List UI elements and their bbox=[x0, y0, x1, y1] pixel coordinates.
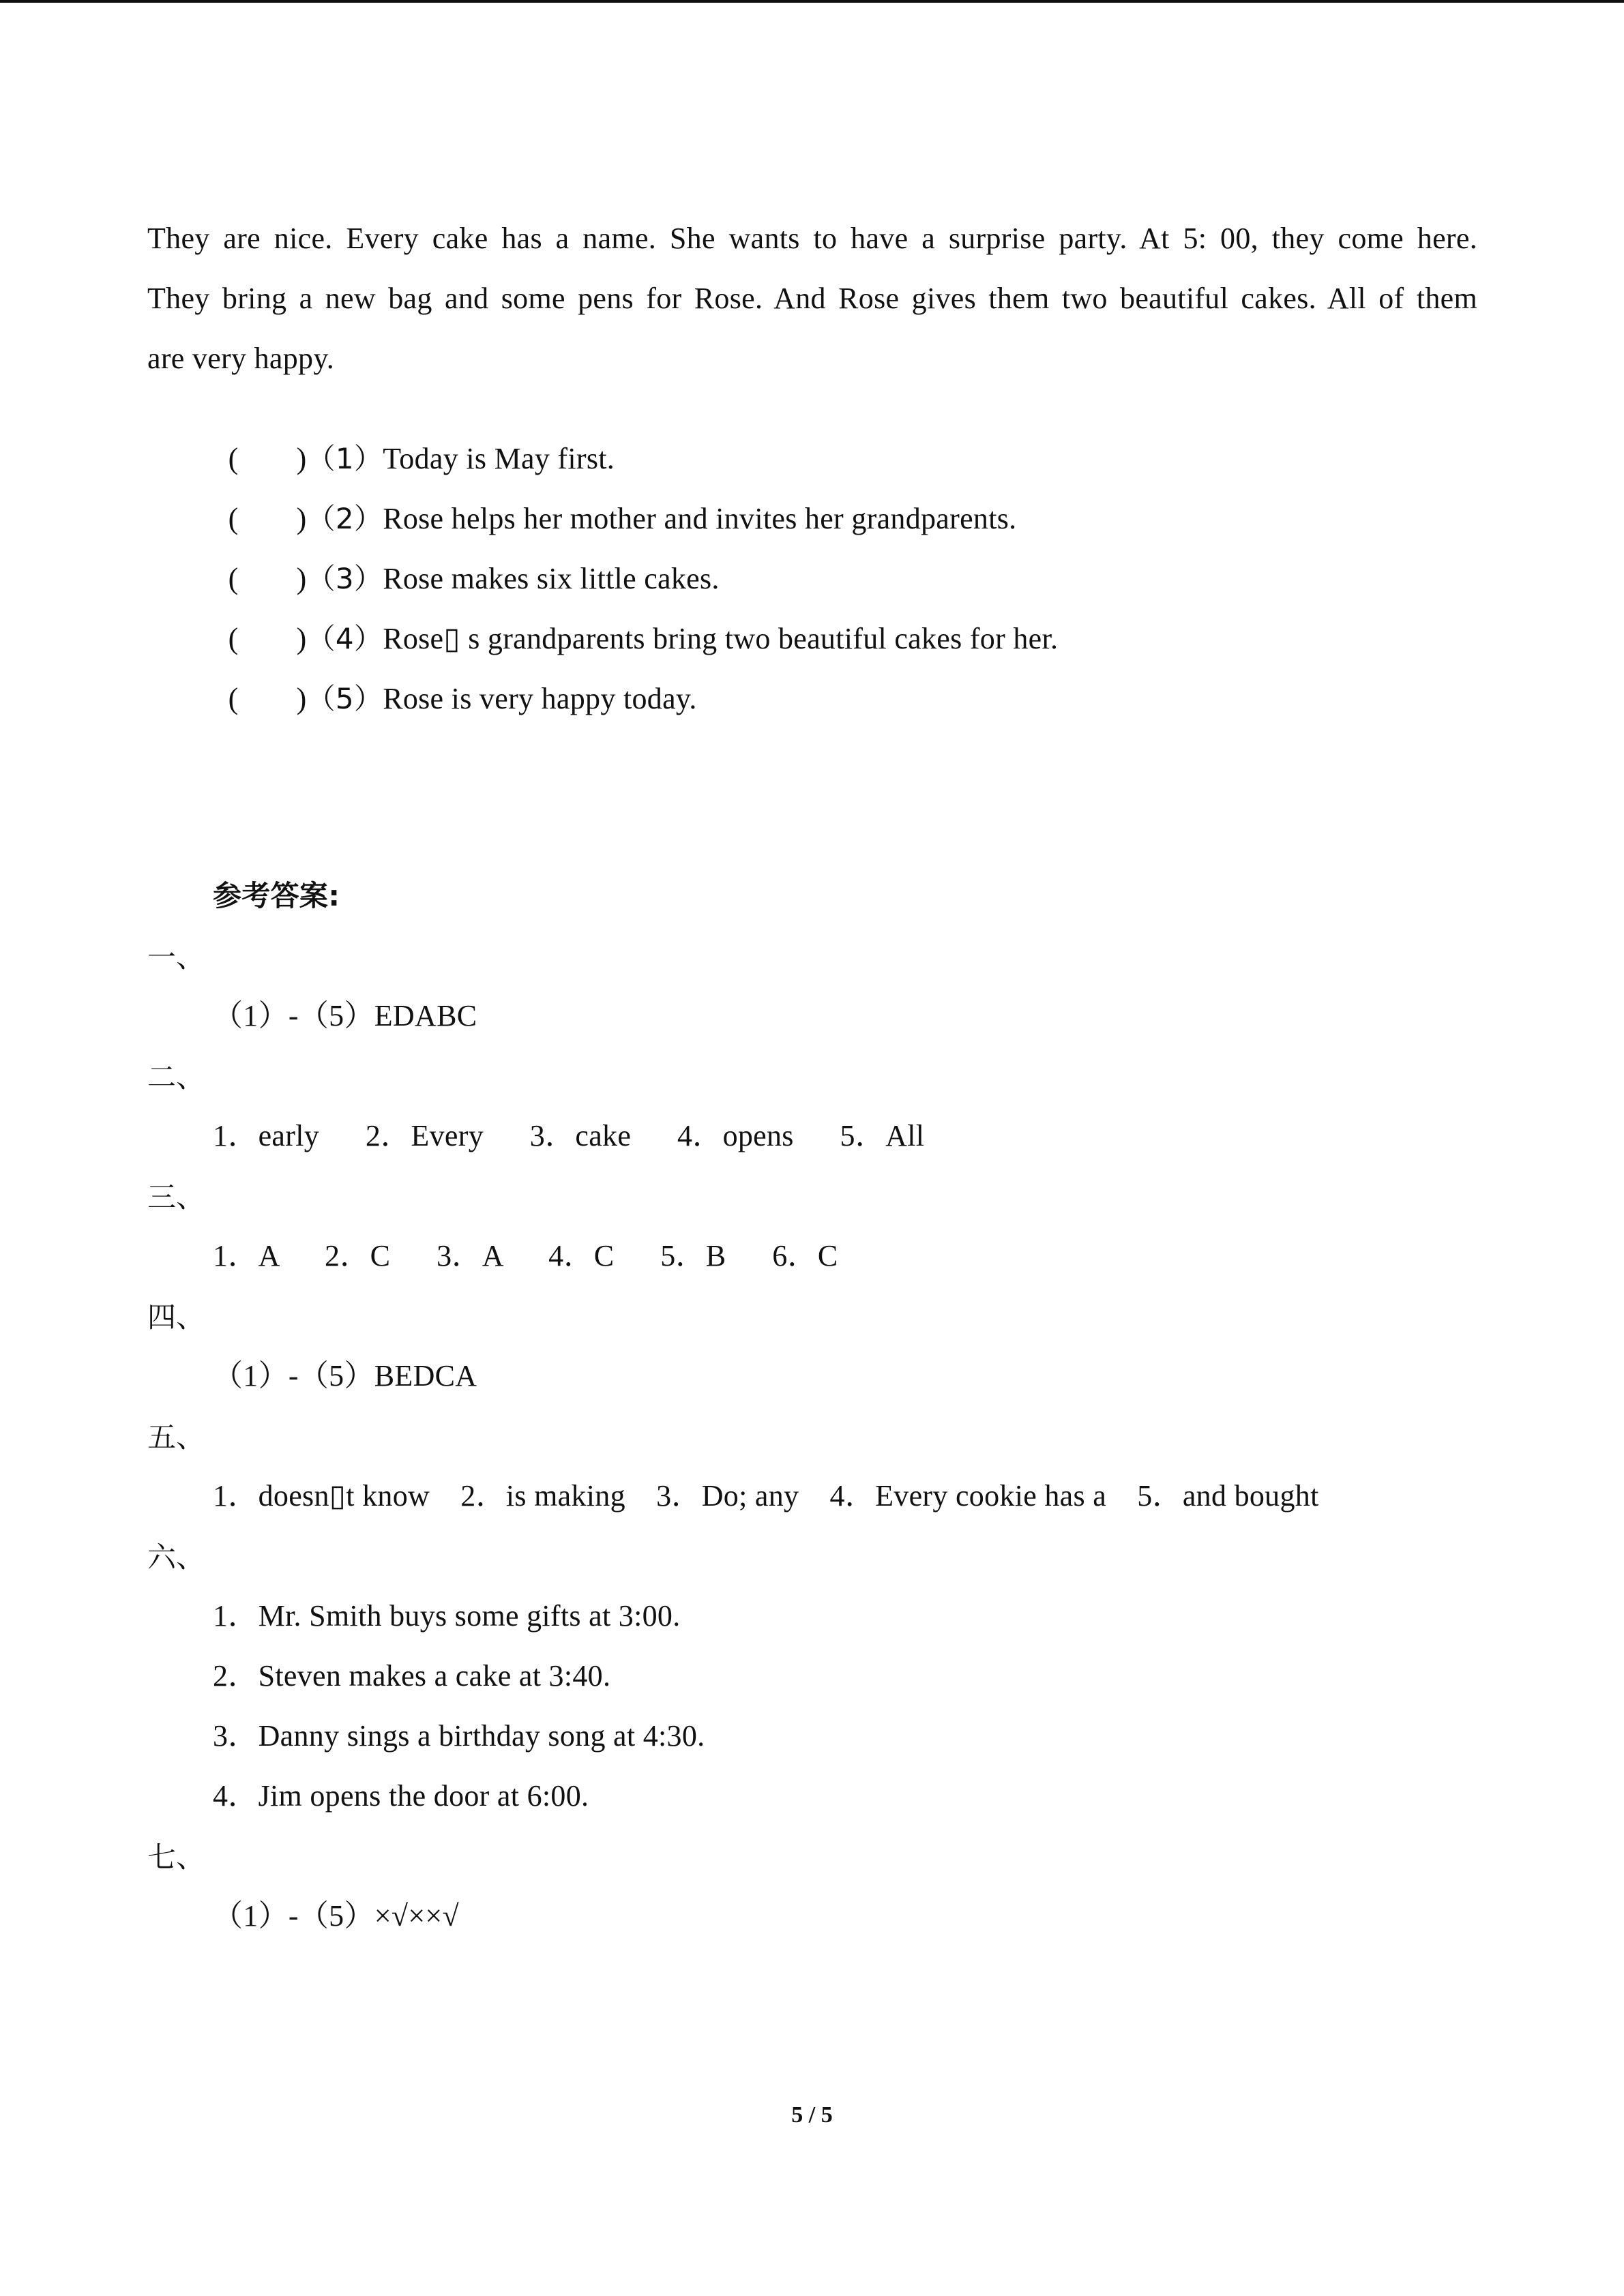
answer-blank-open: ( bbox=[228, 562, 239, 595]
question-number: （5） bbox=[306, 682, 383, 715]
passage-line-1: They are nice. Every cake has a name. She wants to have a surprise party. At 5: 00, they come here. bbox=[147, 222, 1477, 255]
answer-blank-open: ( bbox=[228, 502, 239, 535]
section-label-4: 四、 bbox=[147, 1300, 205, 1334]
answer-blank-close: ) bbox=[296, 622, 307, 655]
question-text: Today is May first. bbox=[383, 442, 615, 475]
section-5-answer: 1．doesn▯t know 2．is making 3．Do; any 4．Every cookie has a 5．and bought bbox=[213, 1479, 1319, 1512]
section-6-answer-4: 4．Jim opens the door at 6:00. bbox=[213, 1779, 589, 1813]
section-label-2: 二、 bbox=[147, 1060, 205, 1094]
top-border-line bbox=[0, 0, 1624, 3]
section-2-answer: 1．early 2．Every 3．cake 4．opens 5．All bbox=[213, 1119, 925, 1152]
section-1-answer: （1）-（5）EDABC bbox=[213, 999, 477, 1032]
section-label-7: 七、 bbox=[147, 1840, 205, 1874]
question-number: （2） bbox=[306, 502, 383, 535]
answer-blank-close: ) bbox=[296, 442, 307, 475]
section-6-answer-3: 3．Danny sings a birthday song at 4:30. bbox=[213, 1719, 705, 1753]
section-3-answer: 1．A 2．C 3．A 4．C 5．B 6．C bbox=[213, 1239, 838, 1272]
passage-line-3: are very happy. bbox=[147, 342, 335, 375]
section-6-answer-1: 1．Mr. Smith buys some gifts at 3:00. bbox=[213, 1599, 681, 1632]
question-5 bbox=[213, 638, 697, 719]
question-number: （1） bbox=[306, 442, 383, 475]
section-6-answer-2: 2．Steven makes a cake at 3:40. bbox=[213, 1659, 611, 1693]
answer-blank-close: ) bbox=[296, 682, 307, 715]
question-text: Rose makes six little cakes. bbox=[383, 562, 720, 595]
question-text: Rose helps her mother and invites her grandparents. bbox=[383, 502, 1017, 535]
question-text: Rose▯ s grandparents bring two beautiful cakes for her. bbox=[383, 622, 1059, 655]
passage-line-2: They bring a new bag and some pens for Rose. And Rose gives them two beautiful cakes. All of them bbox=[147, 282, 1477, 315]
section-4-answer: （1）-（5）BEDCA bbox=[213, 1359, 477, 1392]
question-number: （3） bbox=[306, 562, 383, 595]
page-number: 5 / 5 bbox=[791, 2102, 833, 2128]
section-label-1: 一、 bbox=[147, 940, 205, 974]
answer-key-title: 参考答案: bbox=[213, 879, 340, 912]
answer-blank-open: ( bbox=[228, 682, 239, 715]
section-label-3: 三、 bbox=[147, 1180, 205, 1214]
section-7-answer: （1）-（5）×√××√ bbox=[213, 1899, 459, 1933]
section-label-6: 六、 bbox=[147, 1540, 205, 1574]
answer-blank-open: ( bbox=[228, 622, 239, 655]
answer-blank-close: ) bbox=[296, 502, 307, 535]
section-label-5: 五、 bbox=[147, 1420, 205, 1454]
question-number: （4） bbox=[306, 622, 383, 655]
answer-blank-close: ) bbox=[296, 562, 307, 595]
question-text: Rose is very happy today. bbox=[383, 682, 697, 715]
answer-blank-open: ( bbox=[228, 442, 239, 475]
